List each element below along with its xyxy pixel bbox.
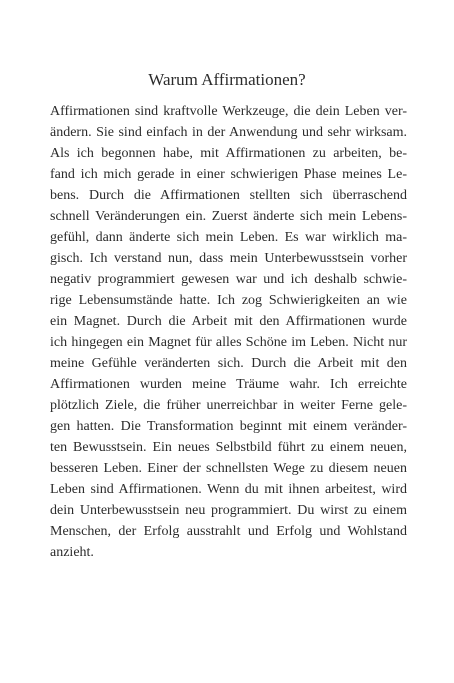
text-line: anzieht. <box>50 545 94 560</box>
text-line: ich hingegen ein Magnet für alles Schöne im Leben. Nicht nur <box>50 335 407 350</box>
text-line: bens. Durch die Affirmationen stellten sich überraschend <box>50 188 407 203</box>
text-line: gefühl, dann änderte sich mein Leben. Es war wirklich ma- <box>50 230 407 245</box>
text-line: negativ programmiert gewesen war und ich deshalb schwie- <box>50 272 407 287</box>
chapter-title: Warum Affirmationen? <box>148 70 306 89</box>
text-line: schnell Veränderungen ein. Zuerst änderte sich mein Lebens- <box>50 209 407 224</box>
text-line: ten Bewusstsein. Ein neues Selbstbild führt zu einem neuen, <box>50 440 407 455</box>
text-line: ein Magnet. Durch die Arbeit mit den Affirmationen wurde <box>50 314 407 329</box>
text-line: fand ich mich gerade in einer schwierigen Phase meines Le- <box>50 167 407 182</box>
text-line: rige Lebensumstände hatte. Ich zog Schwierigkeiten an wie <box>50 293 407 308</box>
text-line: Affirmationen sind kraftvolle Werkzeuge, die dein Leben ver- <box>50 104 407 119</box>
chapter-body <box>50 101 407 563</box>
text-line: gisch. Ich verstand nun, dass mein Unterbewusstsein vorher <box>50 251 407 266</box>
text-line: ändern. Sie sind einfach in der Anwendung und sehr wirksam. <box>50 125 407 140</box>
text-line: Affirmationen wurden meine Träume wahr. Ich erreichte <box>50 377 407 392</box>
text-line: Menschen, der Erfolg ausstrahlt und Erfolg und Wohlstand <box>50 524 407 539</box>
text-line: Leben sind Affirmationen. Wenn du mit ihnen arbeitest, wird <box>50 482 407 497</box>
text-line: Als ich begonnen habe, mit Affirmationen zu arbeiten, be- <box>50 146 407 161</box>
text-line: meine Gefühle veränderten sich. Durch die Arbeit mit den <box>50 356 407 371</box>
text-line: besseren Leben. Einer der schnellsten Wege zu diesem neuen <box>50 461 407 476</box>
text-line: gen hatten. Die Transformation beginnt mit einem veränder- <box>50 419 407 434</box>
text-line: dein Unterbewusstsein neu programmiert. Du wirst zu einem <box>50 503 407 518</box>
text-line: plötzlich Ziele, die früher unerreichbar in weiter Ferne gele- <box>50 398 407 413</box>
